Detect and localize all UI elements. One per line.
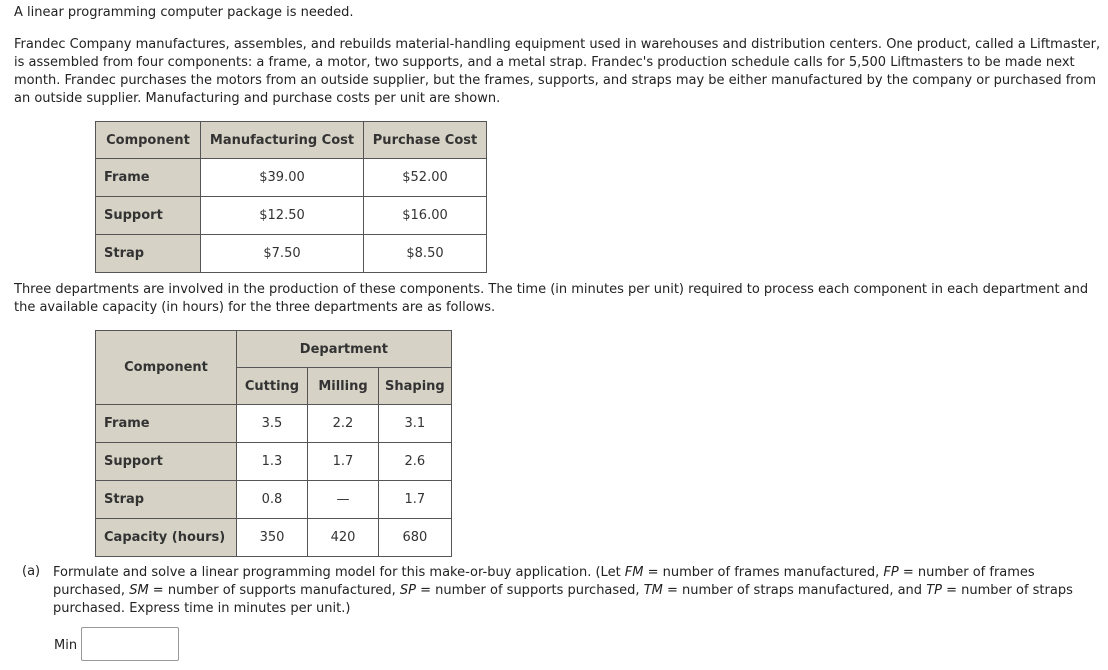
part-a-tag: (a) — [22, 564, 41, 579]
question-text: = number of supports purchased, — [415, 583, 644, 598]
cell-value: 420 — [308, 519, 379, 557]
cell-value: 0.8 — [237, 481, 308, 519]
cell-value: $7.50 — [201, 235, 364, 273]
variable-tm: TM — [643, 583, 663, 598]
department-table — [95, 330, 452, 557]
cell-value: 3.5 — [237, 405, 308, 443]
row-label: Capacity (hours) — [96, 519, 237, 557]
row-label: Support — [96, 197, 201, 235]
row-label: Support — [96, 443, 237, 481]
variable-sp: SP — [399, 583, 416, 598]
cost-table-header-row — [96, 122, 487, 159]
cell-value: 1.3 — [237, 443, 308, 481]
question-text: = number of frames manufactured, — [643, 565, 884, 580]
cell-value: 3.1 — [379, 405, 452, 443]
cell-value: 350 — [237, 519, 308, 557]
cell-value: 1.7 — [379, 481, 452, 519]
department-description: Three departments are involved in the production of these components. The time (in minutes per unit) required to process each component in each department and the available capacity (in hours) for the three departments are as follows. — [14, 282, 1089, 315]
header-cutting: Cutting — [237, 368, 308, 405]
question-text: = number of supports manufactured, — [148, 583, 400, 598]
part-a-question — [53, 564, 1102, 618]
department-header-row — [96, 331, 452, 368]
cell-value: 1.7 — [308, 443, 379, 481]
cell-value: $39.00 — [201, 159, 364, 197]
variable-sm: SM — [129, 583, 149, 598]
cell-value: 2.6 — [379, 443, 452, 481]
intro-text: A linear programming computer package is needed. — [14, 5, 354, 20]
header-purchase-cost: Purchase Cost — [364, 122, 487, 159]
variable-fp: FP — [883, 565, 899, 580]
row-label: Strap — [96, 235, 201, 273]
header-shaping: Shaping — [379, 368, 452, 405]
variable-fm: FM — [624, 565, 644, 580]
row-label: Strap — [96, 481, 237, 519]
question-text: = number of straps purchased. Express time in minutes per unit.) — [53, 583, 1073, 616]
table-row — [96, 443, 452, 481]
header-component: Component — [96, 122, 201, 159]
table-row — [96, 481, 452, 519]
variable-tp: TP — [926, 583, 942, 598]
objective-input[interactable] — [81, 627, 179, 661]
table-row — [96, 159, 487, 197]
table-row — [96, 405, 452, 443]
question-text: = number of frames purchased, — [53, 565, 1035, 598]
header-manufacturing-cost: Manufacturing Cost — [201, 122, 364, 159]
part-a — [22, 564, 1102, 618]
cell-value: $16.00 — [364, 197, 487, 235]
row-label: Frame — [96, 159, 201, 197]
question-text: = number of straps manufactured, and — [662, 583, 927, 598]
min-label: Min — [54, 638, 78, 653]
table-row — [96, 197, 487, 235]
capacity-row — [96, 519, 452, 557]
question-text: Formulate and solve a linear programming model for this make-or-buy application. (Let — [53, 565, 625, 580]
cell-value: $12.50 — [201, 197, 364, 235]
cell-value: $8.50 — [364, 235, 487, 273]
table-row — [96, 235, 487, 273]
row-label: Frame — [96, 405, 237, 443]
problem-description: Frandec Company manufactures, assembles, and rebuilds material-handling equipment used in warehouses and distribution centers. One product, called a Liftmaster, is assembled from four components: a frame, a motor, two supports, and a metal strap. Frandec's production schedule calls for 5,500 Liftmasters to be made next month. Frandec purchases the motors from an outside supplier, but the frames, supports, and straps may be either manufactured by the company or purchased from an outside supplier. Manufacturing and purchase costs per unit are shown. — [14, 37, 1101, 106]
cell-value: $52.00 — [364, 159, 487, 197]
cell-value: 2.2 — [308, 405, 379, 443]
cell-value: 680 — [379, 519, 452, 557]
header-milling: Milling — [308, 368, 379, 405]
cost-table — [95, 121, 487, 273]
cell-value: — — [308, 481, 379, 519]
header-department: Department — [237, 331, 452, 368]
header-component: Component — [96, 331, 237, 405]
